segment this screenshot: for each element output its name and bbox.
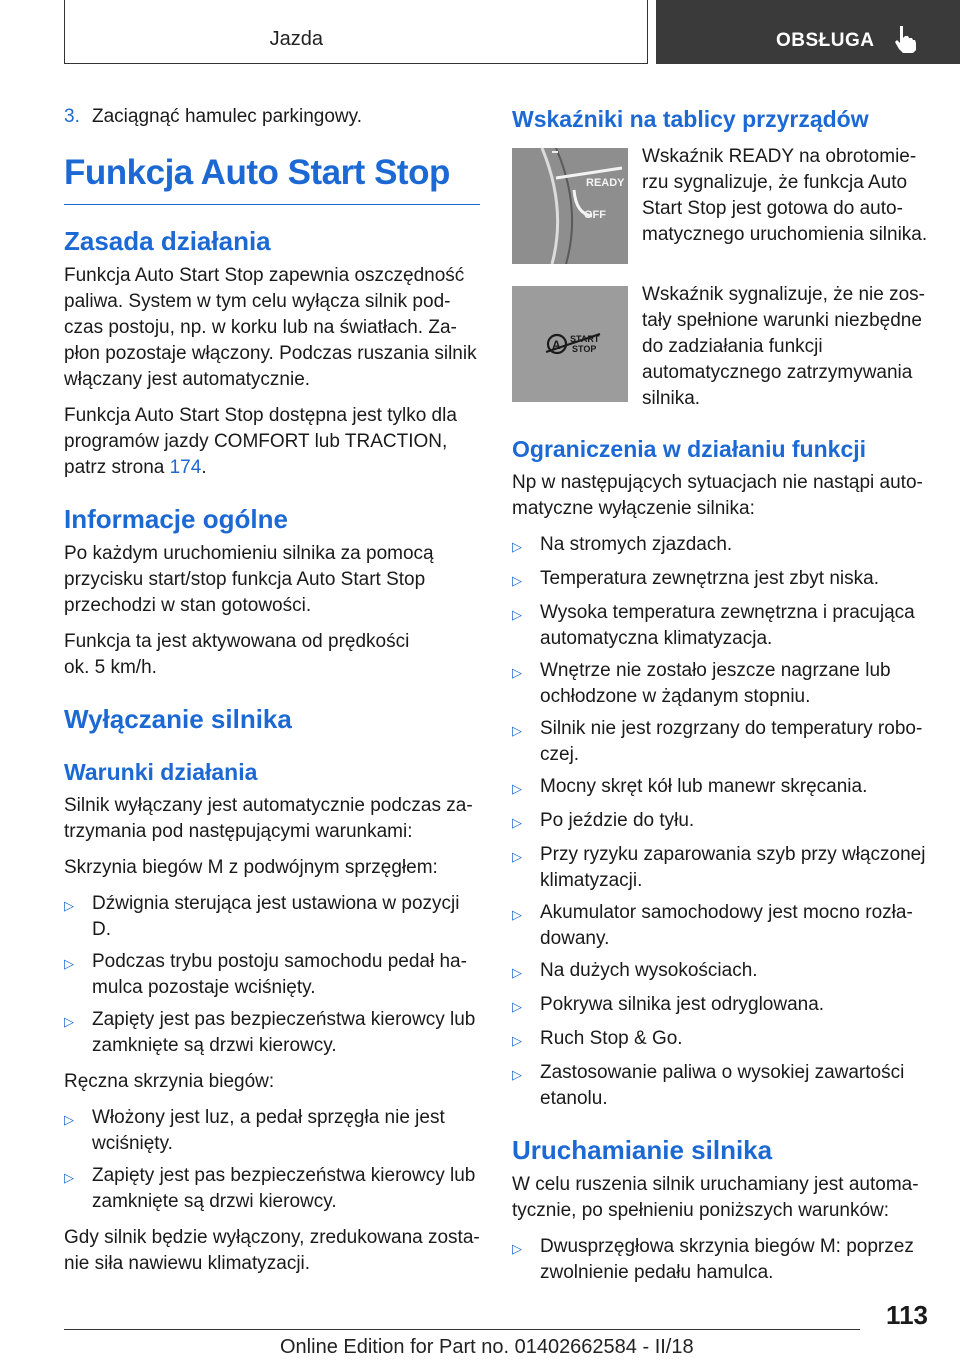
heading-start: Uruchamianie silnika [512, 1135, 773, 1165]
paragraph: Po każdym uruchomieniu silnika za pomocą przycisku start/stop funkcja Auto Start Stop przechodzi w stan gotowości. [64, 543, 434, 616]
header-tab [656, 0, 960, 64]
list-item: ▷ Pokrywa silnika jest odryglowana. [512, 992, 928, 1020]
paragraph-with-link: Funkcja Auto Start Stop dostępna jest tylko dla programów jazdy COMFORT lub TRACTION, patrz strona 174. [64, 405, 457, 478]
step-item [64, 104, 480, 130]
svg-text:A: A [552, 338, 561, 352]
triangle-bullet-icon: ▷ [512, 815, 522, 830]
indicator-unavailable-text: Wskaźnik sygnalizuje, że nie zostały spełnione warunki niezbędne do zadziałania funkcji automatycznego zatrzymywania silnika. [642, 284, 925, 409]
triangle-bullet-icon: ▷ [512, 573, 522, 588]
triangle-bullet-icon: ▷ [512, 965, 522, 980]
triangle-bullet-icon: ▷ [64, 1112, 74, 1127]
heading-general: Informacje ogólne [64, 504, 288, 534]
ready-gauge-image [512, 148, 628, 264]
header-frame [64, 0, 648, 64]
hand-pointer-icon [892, 24, 918, 54]
page-title: Funkcja Auto Start Stop [64, 152, 480, 205]
triangle-bullet-icon: ▷ [512, 849, 522, 864]
indicator-unavailable [512, 286, 928, 412]
step-number: 3. [64, 106, 80, 127]
triangle-bullet-icon: ▷ [512, 665, 522, 680]
list-item: ▷ Przy ryzyku zaparowania szyb przy włączonej klimatyzacji. [512, 842, 928, 894]
step-text: Zaciągnąć hamulec parkingowy. [92, 106, 363, 127]
list-item: ▷ Dźwignia sterująca jest ustawiona w pozycji D. [64, 891, 480, 943]
heading-conditions: Warunki działania [64, 759, 258, 785]
indicator-ready-text: Wskaźnik READY na obrotomierzu sygnalizuje, że funkcja Auto Start Stop jest gotowa do automatycznego uruchomienia silnika. [642, 146, 928, 245]
heading-principle: Zasada działania [64, 226, 271, 256]
page-link[interactable]: 174 [169, 457, 202, 478]
heading-engine-off: Wyłączanie silnika [64, 704, 292, 734]
triangle-bullet-icon: ▷ [512, 1033, 522, 1048]
footer-edition: Online Edition for Part no. 01402662584 - II/18 [280, 1336, 694, 1358]
header-tab-label: OBSŁUGA [776, 30, 875, 51]
triangle-bullet-icon: ▷ [512, 1067, 522, 1082]
triangle-bullet-icon: ▷ [512, 999, 522, 1014]
list-item: ▷ Zapięty jest pas bezpieczeństwa kierowcy lub zamknięte są drzwi kierowcy. [64, 1163, 480, 1215]
stop-label: STOP [572, 344, 597, 354]
paragraph: Gdy silnik będzie wyłączony, zredukowana zostanie siła nawiewu klimatyzacji. [64, 1227, 480, 1274]
triangle-bullet-icon: ▷ [512, 539, 522, 554]
paragraph: W celu ruszenia silnik uruchamiany jest automatycznie, po spełnieniu poniższych warunków: [512, 1174, 919, 1221]
paragraph: Funkcja Auto Start Stop zapewnia oszczędność paliwa. System w tym celu wyłącza silnik podczas postoju, np. w korku lub na światłach. Zapłon pozostaje włączony. Podczas ruszania silnik włączany jest automatycznie. [64, 265, 477, 390]
bullet-list [512, 1234, 928, 1286]
left-column [64, 104, 480, 1287]
triangle-bullet-icon: ▷ [512, 907, 522, 922]
paragraph: Silnik wyłączany jest automatycznie podczas zatrzymania pod następującymi warunkami: [64, 795, 473, 842]
triangle-bullet-icon: ▷ [512, 781, 522, 796]
triangle-bullet-icon: ▷ [512, 1241, 522, 1256]
list-item: ▷ Zastosowanie paliwa o wysokiej zawartości etanolu. [512, 1060, 928, 1112]
triangle-bullet-icon: ▷ [512, 607, 522, 622]
indicator-ready [512, 148, 928, 264]
footer-divider [64, 1329, 860, 1330]
list-item: ▷ Mocny skręt kół lub manewr skręcania. [512, 774, 928, 802]
bullet-list [512, 532, 928, 1112]
list-item: ▷ Na stromych zjazdach. [512, 532, 928, 560]
list-item: ▷ Zapięty jest pas bezpieczeństwa kierowcy lub zamknięte są drzwi kierowcy. [64, 1007, 480, 1059]
triangle-bullet-icon: ▷ [64, 898, 74, 913]
list-item: ▷ Silnik nie jest rozgrzany do temperatury roboczej. [512, 716, 928, 768]
paragraph: Np w następujących sytuacjach nie nastąpi automatyczne wyłączenie silnika: [512, 472, 923, 519]
triangle-bullet-icon: ▷ [512, 723, 522, 738]
triangle-bullet-icon: ▷ [64, 1170, 74, 1185]
list-item: ▷ Temperatura zewnętrzna jest zbyt niska. [512, 566, 928, 594]
bullet-list [64, 891, 480, 1059]
start-label: START [570, 334, 600, 344]
list-item: ▷ Wysoka temperatura zewnętrzna i pracująca automatyczna klimatyzacja. [512, 600, 928, 652]
list-item: ▷ Dwusprzęgłowa skrzynia biegów M: poprzez zwolnienie pedału hamulca. [512, 1234, 928, 1286]
bullet-list [64, 1105, 480, 1215]
page-number: 113 [886, 1300, 928, 1330]
heading-indicators: Wskaźniki na tablicy przyrządów [512, 106, 869, 132]
triangle-bullet-icon: ▷ [64, 1014, 74, 1029]
list-item: ▷ Akumulator samochodowy jest mocno rozładowany. [512, 900, 928, 952]
list-item: ▷ Włożony jest luz, a pedał sprzęgła nie jest wciśnięty. [64, 1105, 480, 1157]
right-column [512, 104, 928, 1296]
paragraph: Ręczna skrzynia biegów: [64, 1071, 275, 1092]
list-item: ▷ Podczas trybu postoju samochodu pedał hamulca pozostaje wciśnięty. [64, 949, 480, 1001]
paragraph: Skrzynia biegów M z podwójnym sprzęgłem: [64, 857, 438, 878]
heading-limits: Ograniczenia w działaniu funkcji [512, 436, 867, 462]
list-item: ▷ Po jeździe do tyłu. [512, 808, 928, 836]
paragraph: Funkcja ta jest aktywowana od prędkości ok. 5 km/h. [64, 631, 410, 678]
off-label: OFF [584, 209, 606, 221]
header-section-title: Jazda [269, 28, 323, 50]
start-stop-icon-image [512, 286, 628, 402]
triangle-bullet-icon: ▷ [64, 956, 74, 971]
list-item: ▷ Ruch Stop & Go. [512, 1026, 928, 1054]
ready-label: READY [586, 177, 625, 189]
list-item: ▷ Na dużych wysokościach. [512, 958, 928, 986]
list-item: ▷ Wnętrze nie zostało jeszcze nagrzane lub ochłodzone w żądanym stopniu. [512, 658, 928, 710]
